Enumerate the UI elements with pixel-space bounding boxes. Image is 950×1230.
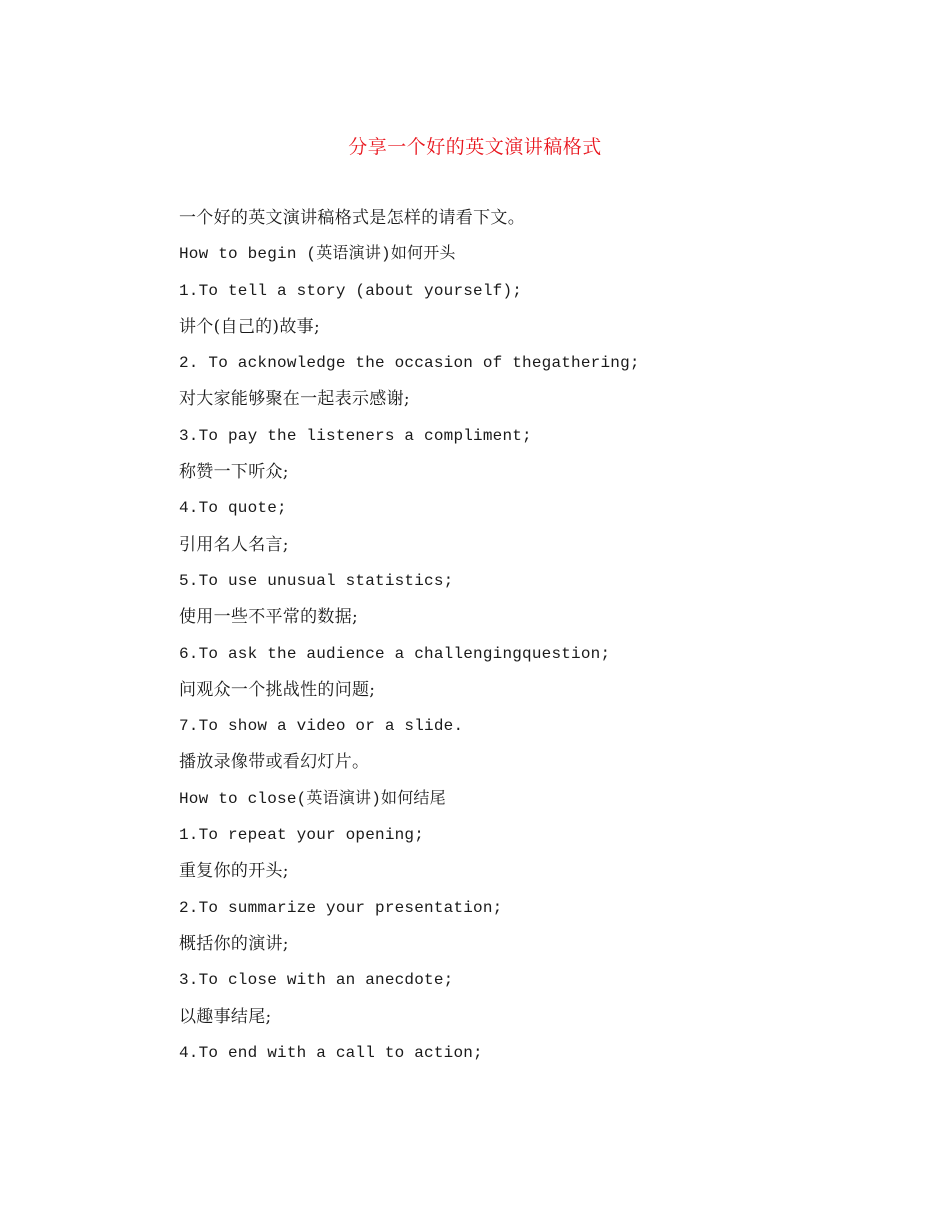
document-title: 分享一个好的英文演讲稿格式 xyxy=(348,136,602,158)
text-line: 使用一些不平常的数据; xyxy=(179,607,359,628)
text-line: 6.To ask the audience a challengingquestion; xyxy=(179,644,611,663)
text-line: 4.To end with a call to action; xyxy=(179,1043,483,1062)
text-line: 1.To repeat your opening; xyxy=(179,826,425,845)
text-line: 引用名人名言; xyxy=(179,534,289,555)
text-line: 2. To acknowledge the occasion of thegathering; xyxy=(179,354,640,373)
text-line: 概括你的演讲; xyxy=(179,933,289,954)
text-line: 1.To tell a story (about yourself); xyxy=(179,281,523,300)
text-line: How to close(英语演讲)如何结尾 xyxy=(179,789,446,808)
text-line: 对大家能够聚在一起表示感谢; xyxy=(179,389,410,410)
text-line: 7.To show a video or a slide. xyxy=(179,717,464,736)
text-line: 以趣事结尾; xyxy=(179,1006,272,1027)
text-line: 2.To summarize your presentation; xyxy=(179,898,503,917)
text-line: 问观众一个挑战性的问题; xyxy=(179,679,376,700)
text-line: 4.To quote; xyxy=(179,499,287,518)
text-line: 3.To pay the listeners a compliment; xyxy=(179,426,532,445)
text-line: 讲个(自己的)故事; xyxy=(179,316,320,337)
text-line: 播放录像带或看幻灯片。 xyxy=(179,752,370,773)
text-line: How to begin (英语演讲)如何开头 xyxy=(179,245,456,264)
document-body xyxy=(179,205,879,1076)
text-line: 称赞一下听众; xyxy=(179,462,289,483)
text-line: 一个好的英文演讲稿格式是怎样的请看下文。 xyxy=(179,208,525,228)
text-line: 5.To use unusual statistics; xyxy=(179,571,454,590)
text-line: 重复你的开头; xyxy=(179,861,289,882)
text-line: 3.To close with an anecdote; xyxy=(179,971,454,990)
